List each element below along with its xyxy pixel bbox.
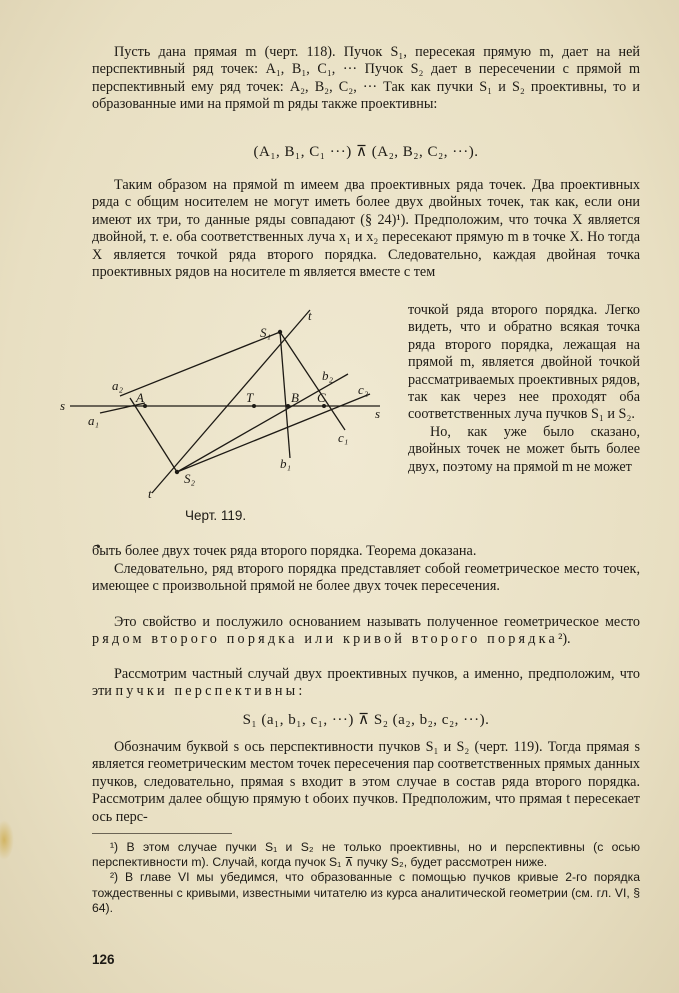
paragraph-2-text: Таким образом на прямой m имеем два проективных ряда точек. Два проективных ряда с общим носителем не могут иметь более двух двойных точек, так как, если они имеют их три, то данные ряды совпадают (§ 24)¹). Предположим, что точка X является двойной, т. е. оба соответственных луча x₁ и x₂ пересекают прямую m в точке X. Но тогда X является точкой ряда второго порядка. Следовательно, каждая двойная точка проективных рядов на носителе m является вместе с тем bbox=[92, 177, 640, 281]
paragraph-5-spaced: рядом второго порядка или кривой второго порядка bbox=[92, 631, 559, 648]
label-b1: b₁ bbox=[280, 456, 292, 471]
footnote-1: ¹) В этом случае пучки S₁ и S₂ не только проективны, но и перспективны (с осью перспективности m). Случай, когда пучок S₁ ⊼ пучку S₂, будет рассмотрен ниже. bbox=[92, 840, 640, 870]
paragraph-7-text: Обозначим буквой s ось перспективности пучков S₁ и S₂ (черт. 119). Тогда прямая s является геометрическим местом точек пересечения пар соответственных прямых данных пучков, следовательно, прямая s входит в этом случае в состав ряда второго порядка. Рассмотрим далее общую прямую t обоих пучков. Предположим, что прямая t пересекает ось перс- bbox=[92, 739, 640, 825]
label-s-right: s bbox=[375, 406, 381, 421]
point-s1 bbox=[278, 330, 282, 334]
page-number: 126 bbox=[92, 952, 115, 967]
label-c2: c₂ bbox=[358, 382, 369, 397]
ray-a2 bbox=[130, 398, 177, 472]
figure-caption: Черт. 119. bbox=[185, 508, 247, 523]
paragraph-4-text: Следовательно, ряд второго порядка представляет собой геометрическое место точек, имеющее с произвольной прямой не более двух точек пересечения. bbox=[92, 561, 640, 595]
label-t-bottom: t bbox=[148, 486, 152, 501]
paragraph-4 bbox=[92, 561, 640, 596]
label-s-left: s bbox=[60, 398, 66, 413]
formula-1: (A₁, B₁, C₁ ···) ⊼ (A₂, B₂, C₂, ···). bbox=[253, 144, 479, 160]
side-text-2: Но, как уже было сказано, двойных точек не может быть более двух, поэтому на прямой m не может bbox=[408, 423, 640, 475]
paragraph-3 bbox=[92, 543, 640, 560]
label-a: A bbox=[136, 390, 144, 405]
label-c1: c₁ bbox=[338, 430, 349, 445]
paragraph-5 bbox=[92, 614, 640, 649]
formula-2: S₁ (a₁, b₁, c₁, ···) ⊼ S₂ (a₂, b₂, c₂, ···). bbox=[242, 712, 490, 728]
paragraph-6-spaced: пучки перспективны: bbox=[115, 683, 306, 700]
paragraph-6 bbox=[92, 666, 640, 701]
paragraph-5-end: ²). bbox=[558, 631, 571, 648]
ray-a1 bbox=[120, 332, 280, 396]
footnotes bbox=[92, 840, 640, 916]
side-text bbox=[408, 302, 640, 476]
label-t-top: t bbox=[308, 308, 312, 323]
footnote-rule bbox=[92, 833, 232, 834]
label-a2: a₂ bbox=[112, 378, 124, 393]
paper-stain bbox=[0, 820, 14, 860]
paragraph-3-text: быть более двух точек ряда второго порядка. Теорема доказана. bbox=[92, 543, 477, 559]
label-b: B bbox=[291, 390, 299, 405]
label-s2: S₂ bbox=[184, 471, 196, 486]
paragraph-6-text: Рассмотрим частный случай двух проективных пучков, а именно, предположим, что эти bbox=[92, 666, 640, 700]
point-b bbox=[286, 404, 290, 408]
label-s1: S₁ bbox=[260, 325, 272, 340]
label-b2: b₂ bbox=[322, 368, 334, 383]
paragraph-7 bbox=[92, 739, 640, 826]
figure-119-diagram bbox=[60, 308, 405, 518]
paragraph-1 bbox=[92, 44, 640, 114]
ray-b1 bbox=[280, 332, 290, 458]
point-s2 bbox=[175, 470, 179, 474]
label-a1: a₁ bbox=[88, 413, 100, 428]
paragraph-5-text: Это свойство и послужило основанием называть полученное геометрическое место bbox=[114, 614, 640, 630]
ray-b2 bbox=[177, 374, 348, 472]
side-text-1: точкой ряда второго порядка. Легко видеть, что и обратно всякая точка ряда второго порядка, лежащая на прямой m, является двойной точкой рассматриваемых проективных рядов, так как через нее проходят оба соответственных луча пучков S₁ и S₂. bbox=[408, 302, 640, 423]
label-c: C bbox=[317, 390, 326, 405]
paragraph-2 bbox=[92, 177, 640, 281]
label-t: T bbox=[246, 390, 254, 405]
footnote-2: ²) В главе VI мы убедимся, что образованные с помощью пучков кривые 2-го порядка тождественны с кривыми, известными читателю из курса аналитической геометрии (см. гл. VI, § 64). bbox=[92, 870, 640, 915]
paragraph-1-text: Пусть дана прямая m (черт. 118). Пучок S₁, пересекая прямую m, дает на ней перспективный ряд точек: A₁, B₁, C₁, ··· Пучок S₂ дает в пересечении с прямой m перспективный ему ряд точек: A₂, B₂, C₂, ··· Так как пучки S₁ и S₂ проективны, то и образованные ими на прямой m ряды также проективны: bbox=[92, 44, 640, 113]
